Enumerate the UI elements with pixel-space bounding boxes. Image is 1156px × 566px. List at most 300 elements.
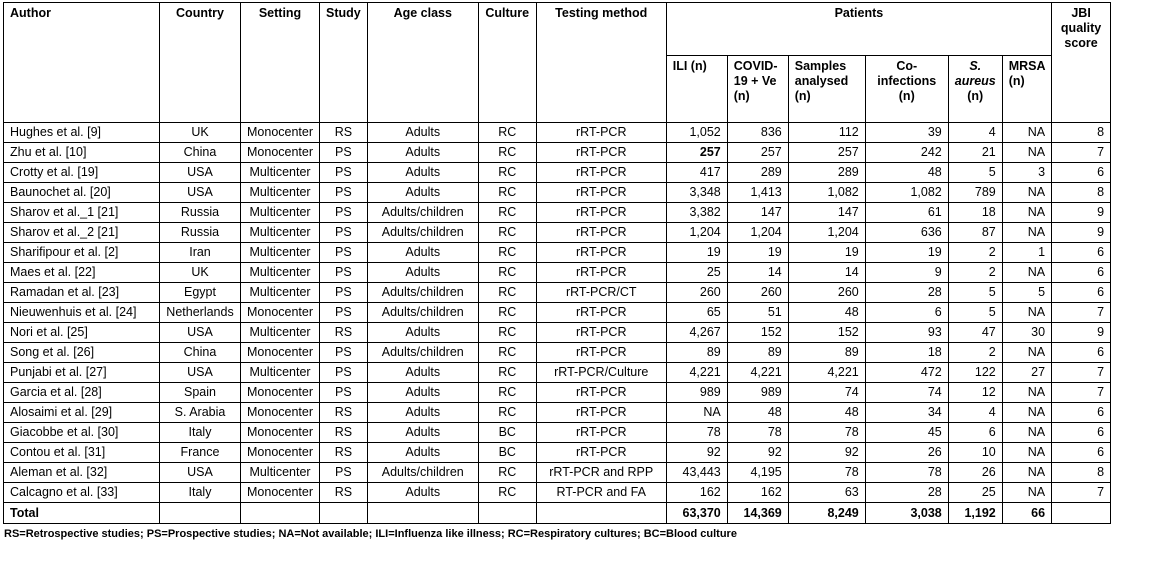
- cell-author: Punjabi et al. [27]: [4, 363, 160, 383]
- cell-covid: 152: [727, 323, 788, 343]
- cell-testing-method: rRT-PCR: [536, 143, 666, 163]
- cell-saureus: 122: [948, 363, 1002, 383]
- cell-setting: Multicenter: [241, 223, 320, 243]
- cell-culture: RC: [478, 363, 536, 383]
- cell-author: Hughes et al. [9]: [4, 123, 160, 143]
- cell-country: Netherlands: [160, 303, 241, 323]
- cell-ili: 43,443: [666, 463, 727, 483]
- cell-mrsa: 30: [1002, 323, 1051, 343]
- cell-author: Maes et al. [22]: [4, 263, 160, 283]
- cell-setting: Monocenter: [241, 423, 320, 443]
- cell-saureus: 2: [948, 343, 1002, 363]
- cell-ili: 19: [666, 243, 727, 263]
- table-row: [4, 183, 1111, 203]
- cell-jbi-score: 7: [1052, 303, 1111, 323]
- cell-setting: Multicenter: [241, 183, 320, 203]
- cell-testing-method: rRT-PCR: [536, 263, 666, 283]
- cell-coinfections: 472: [865, 363, 948, 383]
- cell-samples: 74: [788, 383, 865, 403]
- table-row: [4, 383, 1111, 403]
- cell-mrsa: NA: [1002, 383, 1051, 403]
- cell-setting: Monocenter: [241, 443, 320, 463]
- cell-ili: 1,204: [666, 223, 727, 243]
- cell-jbi-score: 9: [1052, 323, 1111, 343]
- cell-covid: 92: [727, 443, 788, 463]
- header-saureus: [948, 56, 1002, 123]
- cell-country: USA: [160, 463, 241, 483]
- cell-age-class: Adults: [367, 163, 478, 183]
- total-covid: 14,369: [727, 503, 788, 524]
- cell-samples: 152: [788, 323, 865, 343]
- cell-setting: Monocenter: [241, 303, 320, 323]
- cell-culture: RC: [478, 243, 536, 263]
- cell-setting: Monocenter: [241, 143, 320, 163]
- cell-jbi-score: 6: [1052, 163, 1111, 183]
- cell-study: PS: [320, 383, 368, 403]
- cell-ili: NA: [666, 403, 727, 423]
- total-saureus: 1,192: [948, 503, 1002, 524]
- cell-setting: Multicenter: [241, 463, 320, 483]
- cell-study: RS: [320, 403, 368, 423]
- cell-study: PS: [320, 363, 368, 383]
- cell-age-class: Adults: [367, 363, 478, 383]
- cell-setting: Multicenter: [241, 363, 320, 383]
- cell-country: Italy: [160, 423, 241, 443]
- cell-testing-method: rRT-PCR: [536, 123, 666, 143]
- total-ili: 63,370: [666, 503, 727, 524]
- cell-covid: 4,195: [727, 463, 788, 483]
- cell-age-class: Adults: [367, 423, 478, 443]
- cell-age-class: Adults: [367, 483, 478, 503]
- header-patients: Patients: [666, 3, 1051, 56]
- cell-jbi-score: 9: [1052, 223, 1111, 243]
- cell-testing-method: rRT-PCR: [536, 323, 666, 343]
- cell-saureus: 5: [948, 163, 1002, 183]
- cell-study: RS: [320, 483, 368, 503]
- cell-setting: Multicenter: [241, 323, 320, 343]
- table-row: [4, 363, 1111, 383]
- table-row: [4, 303, 1111, 323]
- cell-author: Crotty et al. [19]: [4, 163, 160, 183]
- total-samples: 8,249: [788, 503, 865, 524]
- cell-samples: 92: [788, 443, 865, 463]
- cell-study: PS: [320, 463, 368, 483]
- total-coinfections: 3,038: [865, 503, 948, 524]
- cell-jbi-score: 6: [1052, 443, 1111, 463]
- cell-country: USA: [160, 363, 241, 383]
- cell-jbi-score: 7: [1052, 383, 1111, 403]
- cell-covid: 1,204: [727, 223, 788, 243]
- cell-author: Sharov et al._2 [21]: [4, 223, 160, 243]
- cell-jbi-score: 6: [1052, 263, 1111, 283]
- studies-table: [3, 2, 1111, 524]
- cell-coinfections: 18: [865, 343, 948, 363]
- cell-setting: Multicenter: [241, 203, 320, 223]
- cell-jbi-score: 6: [1052, 283, 1111, 303]
- cell-covid: 4,221: [727, 363, 788, 383]
- cell-age-class: Adults: [367, 383, 478, 403]
- table-row: [4, 463, 1111, 483]
- cell-samples: 48: [788, 303, 865, 323]
- cell-samples: 19: [788, 243, 865, 263]
- cell-study: PS: [320, 243, 368, 263]
- cell-age-class: Adults: [367, 243, 478, 263]
- cell-covid: 48: [727, 403, 788, 423]
- cell-jbi-score: 8: [1052, 123, 1111, 143]
- cell-setting: Monocenter: [241, 483, 320, 503]
- cell-testing-method: rRT-PCR/CT: [536, 283, 666, 303]
- cell-ili: 162: [666, 483, 727, 503]
- total-empty: [1052, 503, 1111, 524]
- cell-study: PS: [320, 223, 368, 243]
- cell-samples: 78: [788, 423, 865, 443]
- cell-culture: BC: [478, 443, 536, 463]
- cell-culture: RC: [478, 383, 536, 403]
- cell-setting: Monocenter: [241, 123, 320, 143]
- table-row: [4, 243, 1111, 263]
- header-coinfections: Co-infections (n): [865, 56, 948, 123]
- cell-age-class: Adults: [367, 183, 478, 203]
- cell-saureus: 2: [948, 243, 1002, 263]
- cell-testing-method: rRT-PCR: [536, 423, 666, 443]
- cell-mrsa: NA: [1002, 263, 1051, 283]
- table-row: [4, 203, 1111, 223]
- cell-age-class: Adults/children: [367, 283, 478, 303]
- cell-ili: 78: [666, 423, 727, 443]
- cell-study: RS: [320, 423, 368, 443]
- header-culture: Culture: [478, 3, 536, 123]
- table-row: [4, 123, 1111, 143]
- cell-samples: 14: [788, 263, 865, 283]
- table-row: [4, 143, 1111, 163]
- cell-ili: 25: [666, 263, 727, 283]
- cell-covid: 162: [727, 483, 788, 503]
- cell-coinfections: 636: [865, 223, 948, 243]
- cell-saureus: 12: [948, 383, 1002, 403]
- cell-setting: Monocenter: [241, 383, 320, 403]
- cell-study: RS: [320, 323, 368, 343]
- header-age-class: Age class: [367, 3, 478, 123]
- cell-samples: 78: [788, 463, 865, 483]
- cell-culture: RC: [478, 483, 536, 503]
- cell-age-class: Adults: [367, 323, 478, 343]
- cell-country: Spain: [160, 383, 241, 403]
- cell-study: PS: [320, 183, 368, 203]
- cell-ili: 260: [666, 283, 727, 303]
- cell-country: S. Arabia: [160, 403, 241, 423]
- cell-mrsa: 5: [1002, 283, 1051, 303]
- table-body: [4, 123, 1111, 503]
- cell-setting: Monocenter: [241, 343, 320, 363]
- cell-covid: 89: [727, 343, 788, 363]
- cell-age-class: Adults: [367, 143, 478, 163]
- cell-culture: RC: [478, 303, 536, 323]
- total-empty: [478, 503, 536, 524]
- cell-country: UK: [160, 263, 241, 283]
- cell-testing-method: rRT-PCR: [536, 303, 666, 323]
- cell-culture: RC: [478, 323, 536, 343]
- table-row: [4, 223, 1111, 243]
- cell-testing-method: rRT-PCR: [536, 163, 666, 183]
- cell-covid: 14: [727, 263, 788, 283]
- cell-mrsa: NA: [1002, 183, 1051, 203]
- cell-age-class: Adults/children: [367, 463, 478, 483]
- cell-ili: 4,221: [666, 363, 727, 383]
- cell-coinfections: 45: [865, 423, 948, 443]
- cell-testing-method: rRT-PCR: [536, 223, 666, 243]
- cell-samples: 89: [788, 343, 865, 363]
- cell-covid: 51: [727, 303, 788, 323]
- cell-mrsa: NA: [1002, 443, 1051, 463]
- table-row: [4, 483, 1111, 503]
- cell-samples: 63: [788, 483, 865, 503]
- cell-ili: 3,348: [666, 183, 727, 203]
- header-testing-method: Testing method: [536, 3, 666, 123]
- cell-saureus: 10: [948, 443, 1002, 463]
- cell-saureus: 18: [948, 203, 1002, 223]
- cell-mrsa: 27: [1002, 363, 1051, 383]
- cell-samples: 257: [788, 143, 865, 163]
- table-row: [4, 163, 1111, 183]
- cell-mrsa: NA: [1002, 403, 1051, 423]
- cell-ili: 417: [666, 163, 727, 183]
- total-empty: [320, 503, 368, 524]
- cell-jbi-score: 7: [1052, 363, 1111, 383]
- cell-mrsa: NA: [1002, 303, 1051, 323]
- cell-testing-method: rRT-PCR: [536, 343, 666, 363]
- cell-saureus: 6: [948, 423, 1002, 443]
- cell-coinfections: 74: [865, 383, 948, 403]
- cell-coinfections: 19: [865, 243, 948, 263]
- cell-author: Alosaimi et al. [29]: [4, 403, 160, 423]
- cell-saureus: 25: [948, 483, 1002, 503]
- cell-covid: 836: [727, 123, 788, 143]
- total-mrsa: 66: [1002, 503, 1051, 524]
- cell-covid: 989: [727, 383, 788, 403]
- cell-author: Garcia et al. [28]: [4, 383, 160, 403]
- cell-samples: 112: [788, 123, 865, 143]
- cell-age-class: Adults: [367, 443, 478, 463]
- cell-jbi-score: 6: [1052, 243, 1111, 263]
- cell-author: Calcagno et al. [33]: [4, 483, 160, 503]
- cell-country: China: [160, 143, 241, 163]
- cell-testing-method: rRT-PCR: [536, 203, 666, 223]
- cell-coinfections: 1,082: [865, 183, 948, 203]
- cell-samples: 48: [788, 403, 865, 423]
- cell-country: Egypt: [160, 283, 241, 303]
- table-row: [4, 323, 1111, 343]
- total-label: Total: [4, 503, 160, 524]
- cell-saureus: 4: [948, 123, 1002, 143]
- table-row: [4, 443, 1111, 463]
- cell-samples: 289: [788, 163, 865, 183]
- cell-age-class: Adults: [367, 123, 478, 143]
- cell-covid: 289: [727, 163, 788, 183]
- header-jbi-score: JBI quality score: [1052, 3, 1111, 123]
- cell-culture: BC: [478, 423, 536, 443]
- cell-samples: 4,221: [788, 363, 865, 383]
- header-covid: COVID-19 + Ve (n): [727, 56, 788, 123]
- cell-coinfections: 9: [865, 263, 948, 283]
- cell-samples: 1,204: [788, 223, 865, 243]
- cell-country: USA: [160, 163, 241, 183]
- cell-covid: 147: [727, 203, 788, 223]
- cell-testing-method: rRT-PCR: [536, 183, 666, 203]
- cell-country: USA: [160, 323, 241, 343]
- cell-study: PS: [320, 163, 368, 183]
- table-row: [4, 343, 1111, 363]
- cell-study: RS: [320, 123, 368, 143]
- header-ili: ILI (n): [666, 56, 727, 123]
- cell-author: Nieuwenhuis et al. [24]: [4, 303, 160, 323]
- cell-author: Baunochet al. [20]: [4, 183, 160, 203]
- table-container: [3, 2, 1111, 540]
- cell-ili: 92: [666, 443, 727, 463]
- cell-saureus: 2: [948, 263, 1002, 283]
- cell-saureus: 21: [948, 143, 1002, 163]
- cell-coinfections: 28: [865, 283, 948, 303]
- cell-covid: 260: [727, 283, 788, 303]
- cell-saureus: 5: [948, 283, 1002, 303]
- cell-samples: 260: [788, 283, 865, 303]
- cell-study: PS: [320, 343, 368, 363]
- cell-testing-method: RT-PCR and FA: [536, 483, 666, 503]
- cell-covid: 19: [727, 243, 788, 263]
- cell-age-class: Adults: [367, 403, 478, 423]
- table-row: [4, 263, 1111, 283]
- cell-saureus: 26: [948, 463, 1002, 483]
- cell-mrsa: NA: [1002, 223, 1051, 243]
- cell-author: Giacobbe et al. [30]: [4, 423, 160, 443]
- cell-country: China: [160, 343, 241, 363]
- cell-author: Aleman et al. [32]: [4, 463, 160, 483]
- header-saureus-unit: (n): [967, 89, 984, 103]
- cell-coinfections: 28: [865, 483, 948, 503]
- cell-setting: Multicenter: [241, 163, 320, 183]
- cell-culture: RC: [478, 343, 536, 363]
- cell-mrsa: NA: [1002, 423, 1051, 443]
- table-row: [4, 403, 1111, 423]
- total-empty: [536, 503, 666, 524]
- cell-ili: 989: [666, 383, 727, 403]
- header-mrsa: MRSA (n): [1002, 56, 1051, 123]
- cell-ili: 4,267: [666, 323, 727, 343]
- cell-setting: Multicenter: [241, 243, 320, 263]
- cell-country: Russia: [160, 203, 241, 223]
- cell-mrsa: NA: [1002, 203, 1051, 223]
- cell-country: UK: [160, 123, 241, 143]
- cell-testing-method: rRT-PCR: [536, 403, 666, 423]
- cell-jbi-score: 7: [1052, 483, 1111, 503]
- cell-coinfections: 61: [865, 203, 948, 223]
- cell-covid: 1,413: [727, 183, 788, 203]
- cell-testing-method: rRT-PCR: [536, 383, 666, 403]
- cell-coinfections: 48: [865, 163, 948, 183]
- cell-setting: Multicenter: [241, 263, 320, 283]
- cell-country: Italy: [160, 483, 241, 503]
- cell-study: PS: [320, 283, 368, 303]
- cell-culture: RC: [478, 283, 536, 303]
- cell-mrsa: 3: [1002, 163, 1051, 183]
- cell-samples: 1,082: [788, 183, 865, 203]
- cell-saureus: 87: [948, 223, 1002, 243]
- cell-author: Nori et al. [25]: [4, 323, 160, 343]
- cell-age-class: Adults: [367, 263, 478, 283]
- cell-coinfections: 34: [865, 403, 948, 423]
- header-samples: Samples analysed (n): [788, 56, 865, 123]
- cell-author: Ramadan et al. [23]: [4, 283, 160, 303]
- cell-coinfections: 78: [865, 463, 948, 483]
- cell-coinfections: 39: [865, 123, 948, 143]
- cell-culture: RC: [478, 183, 536, 203]
- cell-ili: 89: [666, 343, 727, 363]
- cell-covid: 78: [727, 423, 788, 443]
- cell-mrsa: NA: [1002, 143, 1051, 163]
- cell-age-class: Adults/children: [367, 223, 478, 243]
- header-country: Country: [160, 3, 241, 123]
- cell-study: RS: [320, 443, 368, 463]
- total-empty: [367, 503, 478, 524]
- total-row: [4, 503, 1111, 524]
- cell-testing-method: rRT-PCR and RPP: [536, 463, 666, 483]
- cell-author: Zhu et al. [10]: [4, 143, 160, 163]
- cell-testing-method: rRT-PCR: [536, 243, 666, 263]
- cell-coinfections: 6: [865, 303, 948, 323]
- cell-country: USA: [160, 183, 241, 203]
- cell-jbi-score: 6: [1052, 343, 1111, 363]
- cell-culture: RC: [478, 143, 536, 163]
- cell-mrsa: NA: [1002, 343, 1051, 363]
- cell-saureus: 5: [948, 303, 1002, 323]
- cell-age-class: Adults/children: [367, 343, 478, 363]
- cell-saureus: 4: [948, 403, 1002, 423]
- cell-mrsa: NA: [1002, 463, 1051, 483]
- cell-study: PS: [320, 303, 368, 323]
- cell-jbi-score: 8: [1052, 183, 1111, 203]
- cell-mrsa: 1: [1002, 243, 1051, 263]
- cell-coinfections: 26: [865, 443, 948, 463]
- cell-culture: RC: [478, 203, 536, 223]
- cell-jbi-score: 8: [1052, 463, 1111, 483]
- cell-ili: 1,052: [666, 123, 727, 143]
- cell-setting: Multicenter: [241, 283, 320, 303]
- cell-culture: RC: [478, 163, 536, 183]
- cell-culture: RC: [478, 263, 536, 283]
- cell-covid: 257: [727, 143, 788, 163]
- cell-study: PS: [320, 143, 368, 163]
- cell-jbi-score: 9: [1052, 203, 1111, 223]
- header-author: Author: [4, 3, 160, 123]
- cell-culture: RC: [478, 403, 536, 423]
- cell-setting: Monocenter: [241, 403, 320, 423]
- cell-jbi-score: 6: [1052, 403, 1111, 423]
- cell-coinfections: 93: [865, 323, 948, 343]
- cell-saureus: 47: [948, 323, 1002, 343]
- cell-testing-method: rRT-PCR: [536, 443, 666, 463]
- cell-age-class: Adults/children: [367, 203, 478, 223]
- cell-testing-method: rRT-PCR/Culture: [536, 363, 666, 383]
- cell-ili: 3,382: [666, 203, 727, 223]
- cell-country: Russia: [160, 223, 241, 243]
- cell-coinfections: 242: [865, 143, 948, 163]
- cell-ili: 257: [666, 143, 727, 163]
- table-row: [4, 283, 1111, 303]
- cell-author: Sharifipour et al. [2]: [4, 243, 160, 263]
- header-saureus-name: S. aureus: [954, 59, 996, 88]
- cell-age-class: Adults/children: [367, 303, 478, 323]
- header-setting: Setting: [241, 3, 320, 123]
- cell-samples: 147: [788, 203, 865, 223]
